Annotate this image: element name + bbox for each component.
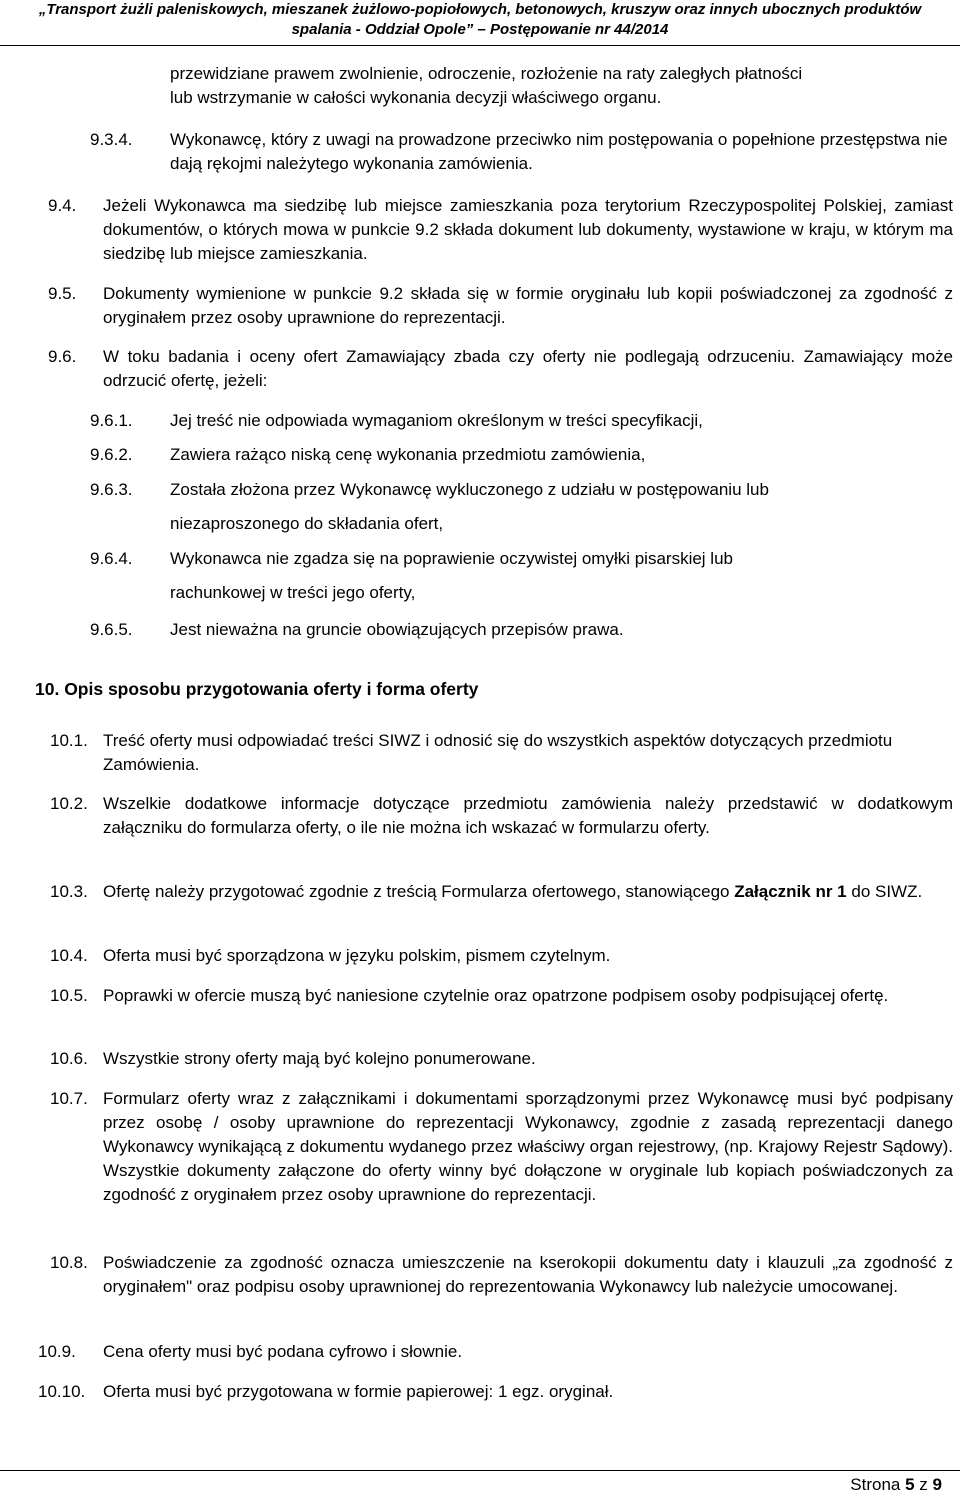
- item-text-9-6: W toku badania i oceny ofert Zamawiający zbada czy oferty nie podlegają odrzuceniu. Zamawiający może odrzucić ofertę, jeżeli:: [103, 347, 953, 390]
- item-number-10-2: 10.2.: [50, 794, 88, 813]
- item-text-10-3-part-b: do SIWZ.: [846, 882, 923, 901]
- item-text-9-6-3-line-2: niezaproszonego do składania ofert,: [170, 514, 444, 533]
- item-number-9-6-3: 9.6.3.: [90, 480, 133, 499]
- item-text-9-6-2: Zawiera rażąco niską cenę wykonania przedmiotu zamówienia,: [170, 445, 646, 464]
- item-text-9-5: Dokumenty wymienione w punkcie 9.2 składa się w formie oryginału lub kopii poświadczonej za zgodność z oryginałem przez osoby uprawnione do reprezentacji.: [103, 284, 953, 327]
- item-number-9-3-4: 9.3.4.: [90, 130, 133, 149]
- page-footer: [850, 1475, 942, 1495]
- header-line-1: „Transport żużli paleniskowych, mieszanek żużlowo-popiołowych, betonowych, kruszyw oraz innych ubocznych produktów: [38, 1, 922, 18]
- item-number-10-3: 10.3.: [50, 882, 88, 901]
- item-text-10-3: [103, 880, 953, 904]
- item-number-10-8: 10.8.: [50, 1253, 88, 1272]
- item-number-10-10: 10.10.: [38, 1382, 86, 1401]
- section-title-10: 10. Opis sposobu przygotowania oferty i forma oferty: [35, 679, 479, 699]
- item-number-10-1: 10.1.: [50, 731, 88, 750]
- item-number-10-6: 10.6.: [50, 1049, 88, 1068]
- item-number-10-5: 10.5.: [50, 986, 88, 1005]
- item-text-10-9: Cena oferty musi być podana cyfrowo i słownie.: [103, 1342, 463, 1361]
- footer-page-total: 9: [932, 1475, 942, 1494]
- item-text-9-6-4-line-1: Wykonawca nie zgadza się na poprawienie oczywistej omyłki pisarskiej lub: [170, 549, 733, 568]
- page-header: [0, 0, 960, 40]
- footer-separator: z: [914, 1475, 933, 1494]
- item-text-9-6-1: Jej treść nie odpowiada wymaganiom określonym w treści specyfikacji,: [170, 411, 703, 430]
- item-number-9-6-5: 9.6.5.: [90, 620, 133, 639]
- item-number-9-6-2: 9.6.2.: [90, 445, 133, 464]
- item-text-10-4: Oferta musi być sporządzona w języku polskim, pismem czytelnym.: [103, 946, 611, 965]
- continuation-line-1: przewidziane prawem zwolnienie, odroczenie, rozłożenie na raty zaległych płatności: [170, 64, 803, 83]
- item-text-9-6-3-line-1: Została złożona przez Wykonawcę wykluczonego z udziału w postępowaniu lub: [170, 480, 769, 499]
- item-number-10-4: 10.4.: [50, 946, 88, 965]
- item-number-9-4: 9.4.: [48, 196, 77, 215]
- item-text-10-7: Formularz oferty wraz z załącznikami i dokumentami sporządzonymi przez Wykonawcę musi być podpisany przez osobę / osoby uprawnione do reprezentacji Wykonawcy, zgodnie z zasadą reprezentacji danego Wykonawcy wynikającą z dokumentu wydanego przez właściwy organ rejestrowy, (np. Krajowy Rejestr Sądowy). Wszystkie dokumenty załączone do oferty winny być dołączone w oryginale lub kopiach poświadczonych za zgodność z oryginałem przez osoby uprawnione do reprezentacji.: [103, 1089, 953, 1204]
- item-number-9-5: 9.5.: [48, 284, 77, 303]
- header-line-2: spalania - Oddział Opole” – Postępowanie nr 44/2014: [291, 21, 669, 38]
- item-number-10-9: 10.9.: [38, 1342, 76, 1361]
- item-text-10-1: Treść oferty musi odpowiadać treści SIWZ i odnosić się do wszystkich aspektów dotyczących przedmiotu Zamówienia.: [103, 731, 893, 774]
- item-text-9-6-4-line-2: rachunkowej w treści jego oferty,: [170, 583, 416, 602]
- item-text-10-2: Wszelkie dodatkowe informacje dotyczące przedmiotu zamówienia należy przedstawić w dodatkowym załączniku do formularza oferty, o ile nie można ich wskazać w formularzu oferty.: [103, 794, 953, 837]
- header-divider: [0, 45, 960, 46]
- item-number-9-6-1: 9.6.1.: [90, 411, 133, 430]
- item-text-9-3-4: Wykonawcę, który z uwagi na prowadzone przeciwko nim postępowania o popełnione przestępstwa nie dają rękojmi należytego wykonania zamówienia.: [170, 130, 948, 173]
- footer-prefix: Strona: [850, 1475, 906, 1494]
- continuation-line-2: lub wstrzymanie w całości wykonania decyzji właściwego organu.: [170, 88, 662, 107]
- footer-page-number: 5: [905, 1475, 915, 1494]
- item-text-10-5: Poprawki w ofercie muszą być naniesione czytelnie oraz opatrzone podpisem osoby podpisującej ofertę.: [103, 986, 889, 1005]
- item-text-9-4: Jeżeli Wykonawca ma siedzibę lub miejsce zamieszkania poza terytorium Rzeczypospolitej Polskiej, zamiast dokumentów, o których mowa w punkcie 9.2 składa dokument lub dokumenty, wystawione w kraju, w którym ma siedzibę lub miejsce zamieszkania.: [103, 196, 953, 263]
- attachment-reference: Załącznik nr 1: [734, 882, 847, 901]
- item-text-10-8: Poświadczenie za zgodność oznacza umieszczenie na kserokopii dokumentu daty i klauzuli „za zgodność z oryginałem" oraz podpisu osoby uprawnionej do reprezentowania Wykonawcy lub należycie umocowanej.: [103, 1253, 953, 1296]
- item-text-10-10: Oferta musi być przygotowana w formie papierowej: 1 egz. oryginał.: [103, 1382, 614, 1401]
- footer-divider: [0, 1470, 960, 1471]
- item-text-9-6-5: Jest nieważna na gruncie obowiązujących przepisów prawa.: [170, 620, 624, 639]
- item-number-10-7: 10.7.: [50, 1089, 88, 1108]
- item-text-10-6: Wszystkie strony oferty mają być kolejno ponumerowane.: [103, 1049, 536, 1068]
- item-number-9-6: 9.6.: [48, 347, 77, 366]
- item-text-10-3-part-a: Ofertę należy przygotować zgodnie z treścią Formularza ofertowego, stanowiącego: [103, 882, 735, 901]
- item-number-9-6-4: 9.6.4.: [90, 549, 133, 568]
